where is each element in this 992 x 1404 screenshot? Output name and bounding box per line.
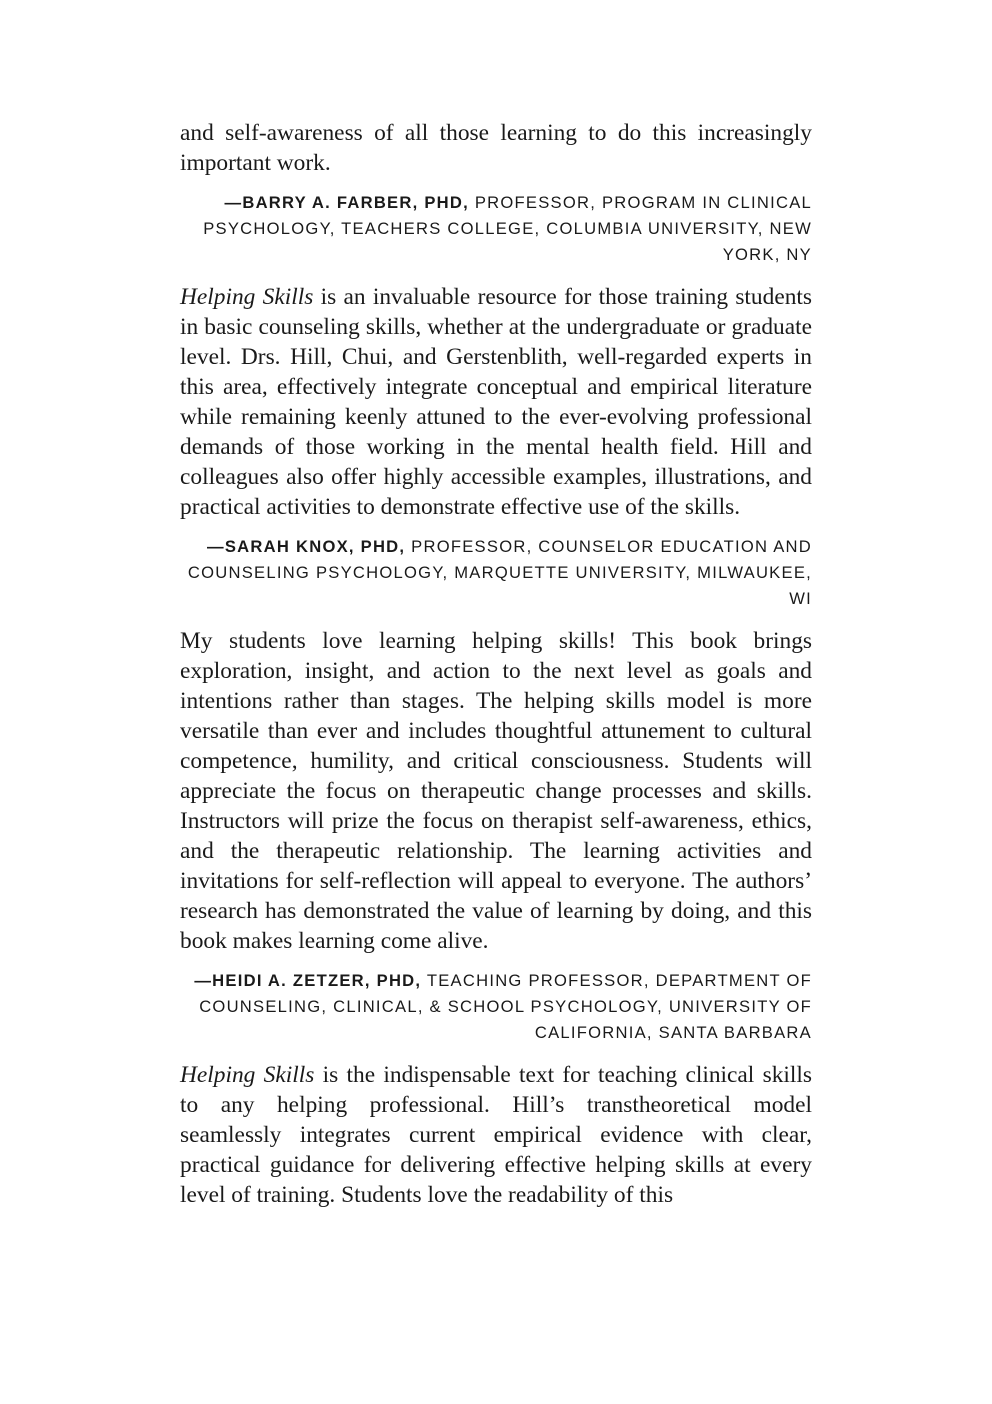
blurb-text-3: My students love learning helping skills! This book brings exploration, insight, and action to the next level as goals and intentions rather than stages. The helping skills model is more versatile than ever and includes thoughtful attunement to cultural competence, humility, and critical consciousness. Students will appreciate the focus on therapeutic change processes and skills. Instructors will prize the focus on therapist self-awareness, ethics, and the therapeutic relationship. The learning activities and invitations for self-reflection will appeal to everyone. The authors’ research has demonstrated the value of learning by doing, and this book makes learning come alive. [180,628,812,954]
author-affiliation-2: PROFESSOR, COUNSELOR EDUCATION AND COUNSELING PSYCHOLOGY, MARQUETTE UNIVERSITY, MILWAUKEE, WI [187,537,812,608]
author-affiliation-3: TEACHING PROFESSOR, DEPARTMENT OF COUNSELING, CLINICAL, & SCHOOL PSYCHOLOGY, UNIVERSITY OF CALIFORNIA, SANTA BARBARA [199,971,812,1042]
book-title-1: Helping Skills [180,284,314,310]
author-name-1: —BARRY A. FARBER, PHD, [224,193,469,212]
author-name-3: —HEIDI A. ZETZER, PHD, [194,971,422,990]
blurb-text-4: Helping Skills is the indispensable text for teaching clinical skills to any helping professional. Hill’s transtheoretical model seamlessly integrates current empirical evidence with clear, practical guidance for delivering effective helping skills at every level of training. Students love the readability of this [180,1062,812,1208]
blurb-text-2: Helping Skills is an invaluable resource for those training students in basic counseling skills, whether at the undergraduate or graduate level. Drs. Hill, Chui, and Gerstenblith, well-regarded experts in this area, effectively integrate conceptual and empirical literature while remaining keenly attuned to the ever-evolving professional demands of those working in the mental health field. Hill and colleagues also offer highly accessible examples, illustrations, and practical activities to demonstrate effective use of the skills. [180,284,812,520]
blurb-text-1: and self-awareness of all those learning to do this increasingly important work. [180,120,812,176]
author-affiliation-1: PROFESSOR, PROGRAM IN CLINICAL PSYCHOLOGY, TEACHERS COLLEGE, COLUMBIA UNIVERSITY, NEW YORK, NY [203,193,812,264]
attribution-2 [180,534,812,612]
author-name-2: —SARAH KNOX, PHD, [207,537,406,556]
praise-page [180,118,812,1210]
attribution-1 [180,190,812,268]
book-title-2: Helping Skills [180,1062,315,1088]
attribution-3 [180,968,812,1046]
